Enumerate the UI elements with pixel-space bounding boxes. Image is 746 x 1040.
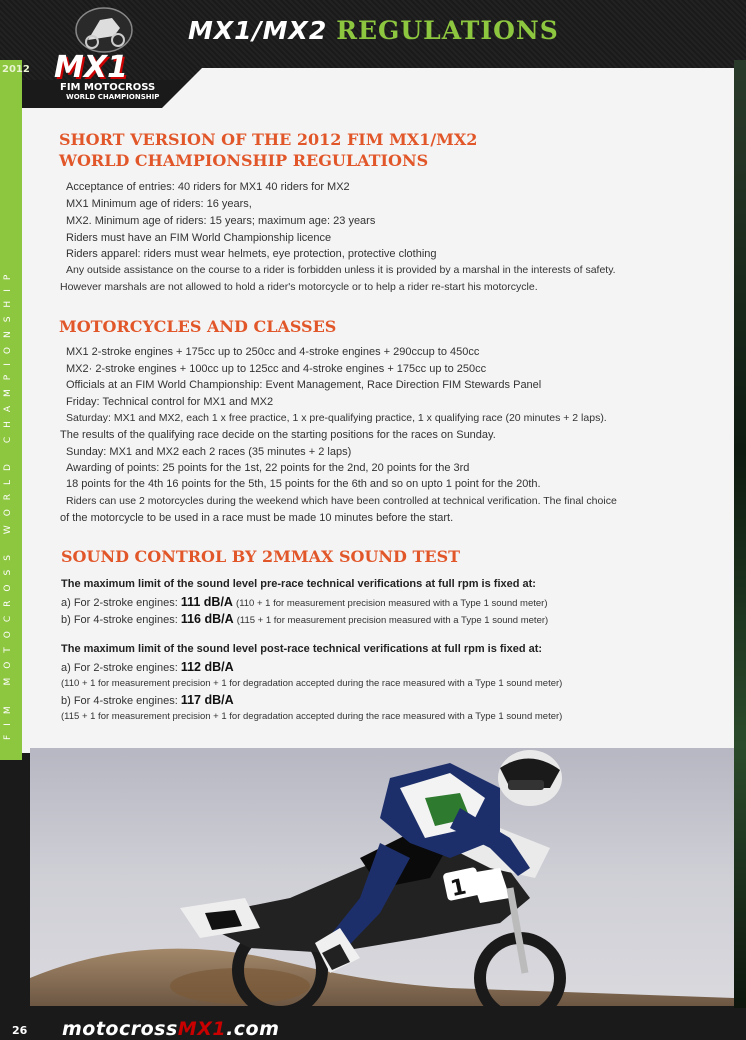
pre-race-2stroke	[61, 595, 548, 609]
brand-suffix: .com	[226, 1018, 280, 1040]
pre-a-value: 111 dB/A	[180, 595, 233, 609]
title-mx: MX1/MX2	[188, 16, 328, 45]
pre-b-value: 116 dB/A	[180, 612, 234, 626]
s2-line: Awarding of points: 25 points for the 1st, 22 points for the 2nd, 20 points for the 3rd	[66, 462, 470, 474]
post-a-note: (110 + 1 for measurement precision + 1 for degradation accepted during the race measured with a Type 1 sound meter)	[61, 678, 563, 689]
mx1-logo	[30, 6, 170, 101]
page-title	[188, 16, 559, 45]
pre-b-note: (115 + 1 for measurement precision measured with a Type 1 sound meter)	[236, 615, 549, 626]
post-b-value: 117 dB/A	[180, 693, 234, 707]
s2-line: Friday: Technical control for MX1 and MX2	[66, 396, 274, 408]
post-race-2stroke	[61, 660, 234, 674]
side-stripe	[0, 60, 30, 760]
page-number: 26	[12, 1024, 28, 1037]
section3-heading: SOUND CONTROL BY 2MMAX SOUND TEST	[61, 547, 461, 566]
pre-a-label: a) For 2-stroke engines:	[61, 597, 178, 609]
s1-line: Any outside assistance on the course to a rider is forbidden unless it is provided by a marshal in the interests of safety.	[66, 264, 616, 276]
plate-number: 1	[448, 874, 469, 903]
s2-line: Saturday: MX1 and MX2, each 1 x free practice, 1 x pre-qualifying practice, 1 x qualifying race (20 minutes + 2 laps).	[66, 412, 607, 424]
rider-photo	[30, 748, 734, 1006]
side-year: 2012	[2, 64, 30, 75]
pre-race-4stroke	[61, 612, 548, 626]
footer-brand	[62, 1018, 279, 1040]
logo-line-1: FIM MOTOCROSS	[60, 82, 156, 93]
pre-race-heading: The maximum limit of the sound level pre-race technical verifications at full rpm is fixed at:	[61, 578, 536, 590]
s1-line: Riders must have an FIM World Championship licence	[66, 232, 332, 244]
s2-line: MX2· 2-stroke engines + 100cc up to 125cc and 4-stroke engines + 175cc up to 250cc	[66, 363, 487, 375]
s2-line: The results of the qualifying race decide on the starting positions for the races on Sunday.	[60, 429, 496, 441]
section1-heading-line2: WORLD CHAMPIONSHIP REGULATIONS	[59, 151, 429, 170]
post-b-label: b) For 4-stroke engines:	[61, 695, 178, 707]
post-a-label: a) For 2-stroke engines:	[61, 662, 178, 674]
motocross-rider-illustration	[30, 748, 734, 1006]
logo-mark: MX1	[54, 50, 128, 85]
post-b-note: (115 + 1 for measurement precision + 1 for degradation accepted during the race measured with a Type 1 sound meter)	[61, 711, 563, 722]
right-photo-edge	[734, 60, 746, 1040]
s1-line: However marshals are not allowed to hold a rider's motorcycle or to help a rider re-start his motorcycle.	[60, 281, 538, 293]
logo-line-2: WORLD CHAMPIONSHIP	[66, 93, 160, 101]
s1-line: MX2. Minimum age of riders: 15 years; maximum age: 23 years	[66, 215, 376, 227]
s2-line: MX1 2-stroke engines + 175cc up to 250cc and 4-stroke engines + 290ccup to 450cc	[66, 346, 480, 358]
rider-emblem-icon	[74, 6, 134, 54]
section1-heading-line1: SHORT VERSION OF THE 2012 FIM MX1/MX2	[59, 130, 478, 149]
s2-line: Riders can use 2 motorcycles during the weekend which have been controlled at technical verification. The final choice	[66, 495, 617, 507]
s2-line: Officials at an FIM World Championship: Event Management, Race Direction FIM Stewards Panel	[66, 379, 542, 391]
post-race-heading: The maximum limit of the sound level post-race technical verifications at full rpm is fixed at:	[61, 643, 543, 655]
s1-line: Acceptance of entries: 40 riders for MX1 40 riders for MX2	[66, 181, 350, 193]
section2-heading: MOTORCYCLES AND CLASSES	[59, 317, 337, 336]
pre-a-note: (110 + 1 for measurement precision measured with a Type 1 sound meter)	[236, 598, 548, 609]
brand-prefix: motocross	[62, 1018, 178, 1040]
s2-line: of the motorcycle to be used in a race must be made 10 minutes before the start.	[60, 512, 454, 524]
brand-mx1: MX1	[177, 1018, 227, 1040]
post-a-value: 112 dB/A	[180, 660, 234, 674]
side-caption	[3, 140, 19, 740]
s1-line: MX1 Minimum age of riders: 16 years,	[66, 198, 252, 210]
title-regulations: REGULATIONS	[336, 16, 559, 45]
pre-b-label: b) For 4-stroke engines:	[61, 614, 178, 626]
post-race-4stroke	[61, 693, 234, 707]
s2-line: 18 points for the 4th 16 points for the 5th, 15 points for the 6th and so on upto 1 point for the 20th.	[66, 478, 541, 490]
s2-line: Sunday: MX1 and MX2 each 2 races (35 minutes + 2 laps)	[66, 446, 352, 458]
s1-line: Riders apparel: riders must wear helmets, eye protection, protective clothing	[66, 248, 437, 260]
side-caption-text: FIM MOTOCROSS WORLD CHAMPIONSHIP	[3, 265, 13, 740]
